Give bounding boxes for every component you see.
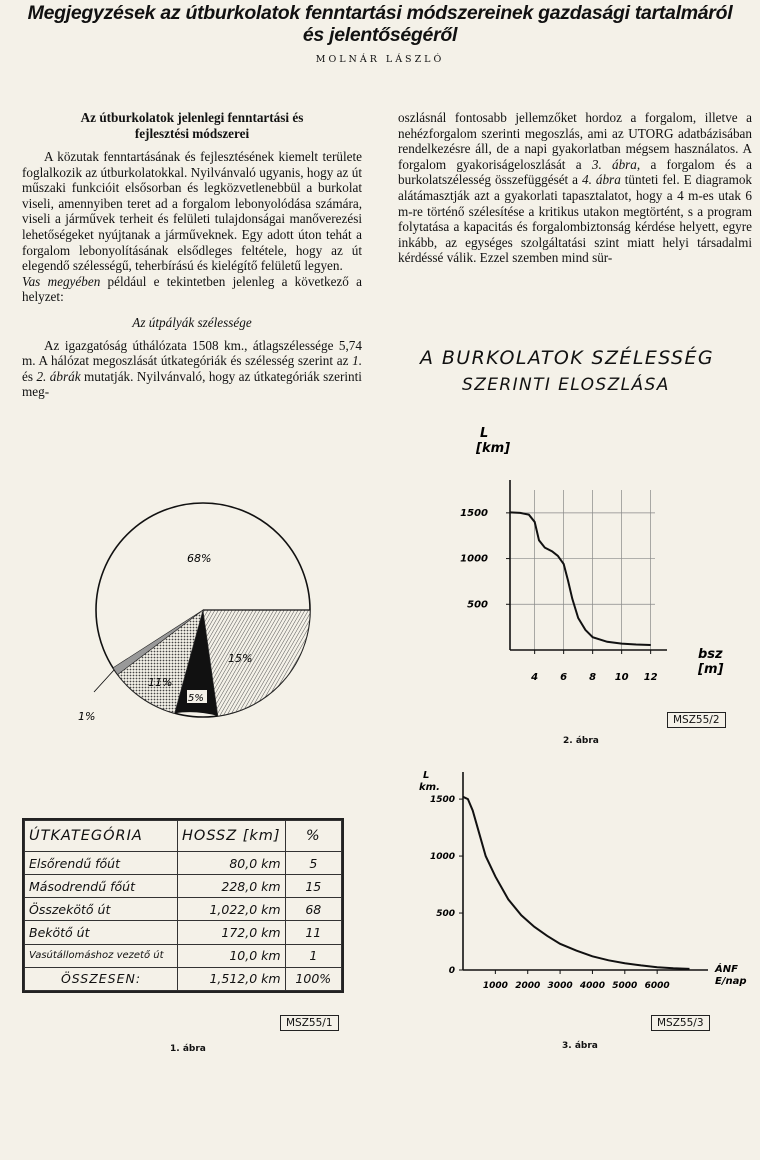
table-row [25, 852, 342, 875]
table-header: HOSSZ [km] [178, 821, 286, 852]
y-tick-label: 500 [436, 909, 455, 920]
y-tick-label: 1500 [460, 507, 488, 519]
category-cell: Bekötő út [25, 921, 178, 944]
title-line-1: Megjegyzések az útburkolatok fenntartási módszereinek gazdasági tartalmáról [27, 2, 733, 24]
y-axis-label-bottom: km. [419, 782, 440, 793]
right-text-2: , a forgalom és a burkolatszélesség összefüggését a [398, 156, 752, 188]
x-tick-label: 8 [589, 672, 597, 683]
table-row [25, 875, 342, 898]
length-cell: 10,0 km [178, 944, 286, 967]
total-length-cell: 1,512,0 km [178, 967, 286, 990]
pie-chart [60, 500, 320, 730]
y-tick-label: 1000 [460, 553, 488, 565]
x-axis-label-top: ÁNF [715, 964, 738, 975]
paragraph-2-text: például e tekintetben jelenleg a következő a helyzet: [22, 273, 362, 305]
section-heading-line-2: fejlesztési módszerei [134, 126, 250, 141]
length-cell: 228,0 km [178, 875, 286, 898]
category-cell: Összekötő út [25, 898, 178, 921]
x-tick-label: 5000 [612, 981, 638, 991]
percent-cell: 1 [285, 944, 341, 967]
y-axis-label-top: L [423, 770, 430, 781]
fig2-title-line-1: A BURKOLATOK SZÉLESSÉG [420, 347, 714, 369]
right-column [398, 110, 752, 266]
category-cell: Elsőrendű főút [25, 852, 178, 875]
section-heading-line-1: Az útburkolatok jelenlegi fenntartási és [80, 110, 304, 125]
fig2-code: MSZ55/2 [667, 712, 726, 728]
y-tick-label: 1500 [429, 795, 455, 806]
table-row [25, 898, 342, 921]
paragraph-2-emphasis: Vas megyében [22, 273, 101, 289]
fig1-code: MSZ55/1 [280, 1015, 339, 1031]
percent-cell: 68 [285, 898, 341, 921]
section-heading [22, 110, 362, 142]
x-tick-label: 12 [643, 672, 658, 683]
x-tick-label: 3000 [547, 981, 573, 991]
figure-ref-3: 3. ábra [591, 156, 637, 172]
length-cell: 172,0 km [178, 921, 286, 944]
pie-leader-1 [94, 670, 114, 692]
fig2-width-distribution-chart [440, 415, 750, 690]
table-header: % [285, 821, 341, 852]
table-header-row [25, 821, 342, 852]
pie-label-5: 5% [188, 693, 204, 704]
series-line [510, 512, 651, 645]
y-tick-label: 0 [448, 966, 455, 976]
article-title [0, 2, 760, 46]
pie-slice-15 [203, 610, 310, 716]
x-tick-label: 1000 [482, 981, 508, 991]
figure-ref-1: 1. [352, 353, 362, 369]
fig3-traffic-distribution-chart [415, 762, 755, 1007]
pie-label-68: 68% [187, 552, 212, 565]
fig1-caption: 1. ábra [170, 1044, 206, 1054]
paragraph-right [398, 110, 752, 266]
left-column [22, 110, 362, 400]
percent-cell: 11 [285, 921, 341, 944]
pie-label-15: 15% [228, 652, 253, 665]
x-tick-label: 4000 [579, 981, 605, 991]
fig3-caption: 3. ábra [562, 1041, 598, 1051]
x-tick-label: 6 [560, 672, 568, 683]
table-row [25, 921, 342, 944]
x-tick-label: 10 [614, 672, 629, 683]
fig3-code: MSZ55/3 [651, 1015, 710, 1031]
paragraph-3-part-c: mutatják. Nyilvánvaló, hogy az útkategóriák szerinti meg- [22, 368, 362, 400]
paragraph-3 [22, 338, 362, 400]
fig2-caption: 2. ábra [563, 736, 599, 746]
x-tick-label: 2000 [515, 981, 541, 991]
x-tick-label: 4 [531, 672, 539, 683]
length-cell: 1,022,0 km [178, 898, 286, 921]
x-tick-label: 6000 [644, 981, 670, 991]
fig2-title-line-2: SZERINTI ELOSZLÁSA [462, 375, 670, 395]
x-axis-label-bottom: [m] [698, 662, 724, 677]
table-row [25, 944, 342, 967]
author: MOLNÁR LÁSZLÓ [315, 54, 445, 65]
y-tick-label: 1000 [429, 852, 455, 863]
category-cell: Másodrendű főút [25, 875, 178, 898]
x-axis-label-top: bsz [698, 647, 723, 662]
paragraph-1: A közutak fenntartásának és fejlesztésének kiemelt területe foglalkozik az útburkolatokkal. Nyilvánvaló ugyanis, hogy az út műszaki funkcióit elsősorban és legközvetlenebbül a burkolat viseli, amennyiben teret ad a forgalom lebonyolódása számára, viseli a járművek terheit és felületi tulajdonságai manőverezési lehetőségeket nyújtanak a járműveknek. Egy adott úton tehát a forgalom lebonyolításának elsődleges feltétele, hogy az út elegendő szélességű, teherbírású és kielégítő felületű legyen. [22, 149, 362, 274]
percent-cell: 15 [285, 875, 341, 898]
y-tick-label: 500 [467, 599, 488, 611]
right-text-1: oszlásnál fontosabb jellemzőket hordoz a forgalom, illetve a nehézforgalom szerinti megoszlás, ami az UTORG adatbázisában rendelkezésre áll, de a napi gyakorlatban mégsem használatos. A forgalom gyakoriságeloszlását a [398, 110, 752, 172]
subheading: Az útpályák szélessége [132, 314, 252, 330]
paragraph-2 [22, 274, 362, 305]
figure-ref-2: 2. ábrák [36, 368, 81, 384]
right-text-3: tünteti fel. E diagramok alátámasztják azt a gyakorlati tapasztalatot, hogy a 4 m-es utak 6 m-re történő szélesítése a kritikus utakon megtörtént, s a program folytatása a kapacitás és forgalombiztonság kérdése helyett, egyre inkább, az egységes szolgáltatási szint miatt helyi társadalmi kérdéssé válik. Ezzel szemben mind sür- [398, 172, 753, 266]
category-cell: Vasútállomáshoz vezető út [25, 944, 178, 967]
title-line-2: és jelentőségéről [302, 24, 458, 46]
table-header: ÚTKATEGÓRIA [25, 821, 178, 852]
paragraph-3-part-a: Az igazgatóság úthálózata 1508 km., átlagszélessége 5,74 m. A hálózat megoszlását útkategóriák és szélesség szerint az [22, 337, 362, 369]
pie-label-11: 11% [148, 676, 173, 689]
pie-label-1: 1% [78, 710, 96, 723]
paragraph-3-part-b: és [22, 368, 37, 384]
road-category-table [22, 818, 344, 993]
total-label-cell: ÖSSZESEN: [25, 967, 178, 990]
percent-cell: 5 [285, 852, 341, 875]
y-axis-label-top: L [480, 426, 489, 441]
y-axis-label-bottom: [km] [476, 441, 511, 456]
total-percent-cell: 100% [285, 967, 341, 990]
x-axis-label-bottom: E/nap [715, 976, 747, 987]
length-cell: 80,0 km [178, 852, 286, 875]
table-total-row [25, 967, 342, 990]
series-line [463, 797, 690, 969]
figure-ref-4: 4. ábra [582, 172, 621, 188]
